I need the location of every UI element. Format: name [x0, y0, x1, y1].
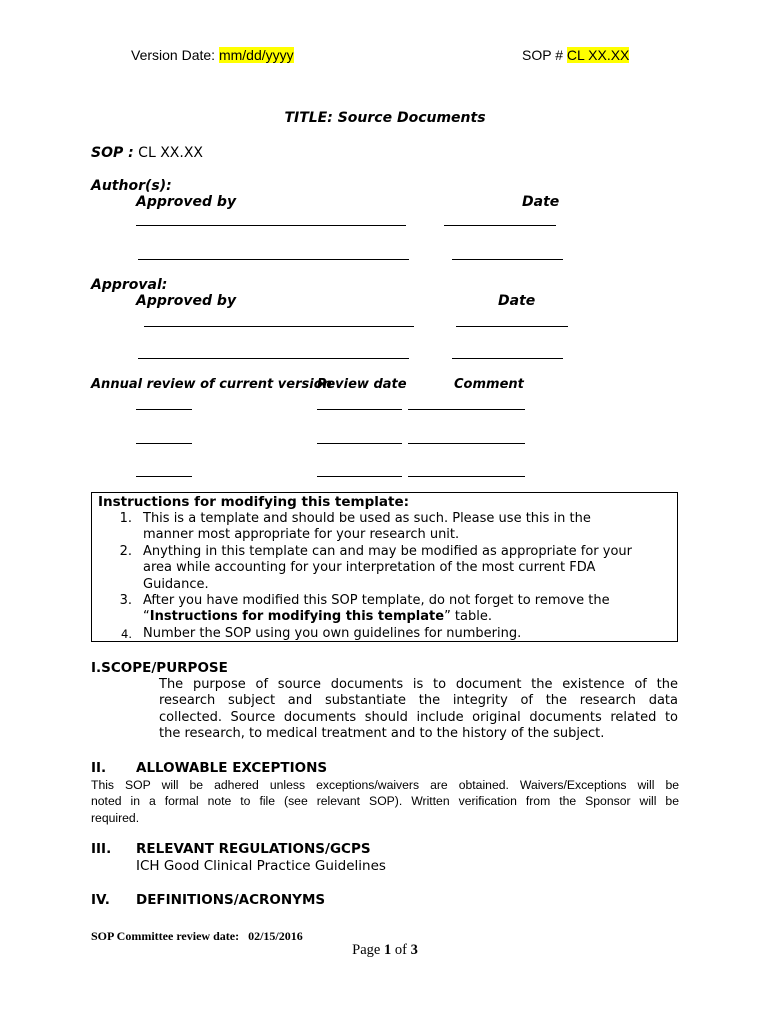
instruction-bold-text: Instructions for modifying this template: [149, 609, 445, 624]
instruction-text: After you have modified this SOP template, do not forget to remove the: [143, 593, 610, 608]
authors-date-label: Date: [522, 194, 560, 210]
instruction-text: [143, 609, 492, 625]
sop-line: [91, 145, 203, 161]
instructions-heading: Instructions for modifying this template:: [98, 494, 410, 510]
page-title: TITLE: Source Documents: [284, 110, 486, 126]
version-date: [131, 47, 294, 63]
approval-signature-line: [144, 326, 414, 327]
annual-review-line: [136, 476, 192, 477]
definitions-number: IV.: [91, 892, 110, 908]
sop-number-value: CL XX.XX: [566, 47, 630, 63]
scope-line: research subject and substantiate the integrity of the research data: [159, 693, 678, 709]
comment-line: [408, 409, 525, 410]
authors-approved-by: Approved by: [136, 194, 237, 210]
version-date-label: Version Date:: [131, 47, 219, 63]
annual-review-label: Annual review of current version: [91, 377, 332, 392]
exceptions-line: noted in a formal note to file (see relevant SOP). Written verification from the Sponsor will be: [91, 794, 679, 809]
authors-heading: Author(s):: [91, 178, 172, 194]
sop-number-label: SOP #: [522, 47, 567, 63]
instruction-text: Number the SOP using you own guidelines for numbering.: [143, 626, 522, 641]
instruction-text: This is a template and should be used as such. Please use this in the: [143, 511, 591, 526]
instruction-number: 4.: [121, 627, 132, 641]
comment-line: [408, 476, 525, 477]
regulations-text: ICH Good Clinical Practice Guidelines: [136, 858, 386, 874]
scope-body: [159, 677, 678, 743]
page-prefix: Page: [352, 942, 384, 958]
quote-close: ” table.: [444, 609, 492, 624]
instruction-number: 3.: [119, 593, 132, 608]
exceptions-line: This SOP will be adhered unless exceptions/waivers are obtained. Waivers/Exceptions will be: [91, 778, 679, 792]
exceptions-line: required.: [91, 810, 140, 825]
instruction-number: 2.: [119, 544, 132, 559]
page-total: 3: [410, 942, 418, 958]
instruction-text: Anything in this template can and may be modified as appropriate for your: [143, 544, 633, 559]
exceptions-heading: ALLOWABLE EXCEPTIONS: [136, 760, 328, 776]
page-number: [0, 942, 770, 959]
instruction-number: 1.: [119, 511, 132, 526]
comment-line: [408, 443, 525, 444]
sop-line-label: SOP :: [91, 145, 134, 161]
page-current: 1: [383, 942, 392, 958]
review-date-line: [317, 443, 402, 444]
author-signature-line: [138, 259, 409, 260]
committee-review-label: SOP Committee review date:: [91, 929, 240, 943]
regulations-number: III.: [91, 841, 112, 857]
approval-heading: Approval:: [91, 277, 168, 293]
comment-label: Comment: [454, 377, 524, 392]
instruction-text: Guidance.: [143, 577, 209, 592]
review-date-line: [317, 409, 402, 410]
review-date-line: [317, 476, 402, 477]
definitions-heading: DEFINITIONS/ACRONYMS: [136, 892, 326, 908]
approval-date-line: [452, 358, 563, 359]
review-date-label: Review date: [317, 377, 407, 392]
author-date-line: [444, 225, 556, 226]
approval-date-line: [456, 326, 568, 327]
exceptions-number: II.: [91, 760, 107, 776]
sop-number: [522, 47, 629, 63]
quote-open: “: [143, 609, 150, 624]
scope-heading: I.SCOPE/PURPOSE: [91, 660, 228, 676]
regulations-heading: RELEVANT REGULATIONS/GCPS: [136, 841, 371, 857]
approval-date-label: Date: [498, 293, 536, 309]
sop-line-value: CL XX.XX: [133, 145, 204, 161]
scope-line: the research, to medical treatment and to the history of the subject.: [159, 726, 605, 742]
instruction-text: manner most appropriate for your research unit.: [143, 527, 460, 542]
author-signature-line: [136, 225, 406, 226]
annual-review-line: [136, 443, 192, 444]
author-date-line: [452, 259, 563, 260]
instruction-text: area while accounting for your interpretation of the most current FDA: [143, 560, 596, 575]
approval-signature-line: [138, 358, 409, 359]
committee-review-date: 02/15/2016: [248, 929, 303, 943]
page-of: of: [391, 942, 411, 958]
approval-approved-by: Approved by: [136, 293, 237, 309]
annual-review-line: [136, 409, 192, 410]
scope-line: The purpose of source documents is to document the existence of the: [159, 677, 678, 692]
exceptions-body: [91, 777, 679, 826]
scope-line: collected. Source documents should include original documents related to: [159, 709, 678, 725]
version-date-value: mm/dd/yyyy: [218, 47, 294, 63]
